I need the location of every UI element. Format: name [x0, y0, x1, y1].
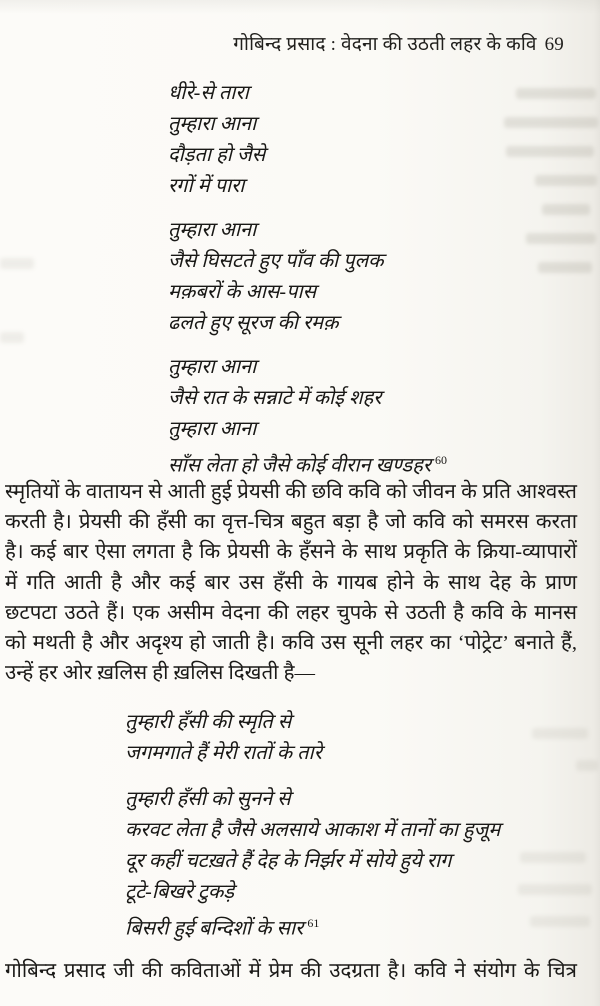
bleed-through-smudge	[0, 332, 24, 343]
paragraph-1	[5, 477, 577, 688]
footnote-reference: 61	[307, 916, 320, 930]
bleed-through-smudge	[504, 117, 598, 128]
bleed-through-smudge	[576, 760, 598, 771]
poem-line: तुम्हारा आना	[168, 356, 257, 378]
prose-line: है। कई बार ऐसा लगता है कि प्रेयसी के हँसने के साथ प्रकृति के क्रिया-व्यापारों	[5, 541, 577, 564]
prose-line: उन्हें हर ओर ख़लिस ही ख़लिस दिखती है—	[5, 662, 315, 685]
page-number: 69	[544, 34, 564, 55]
prose-line: करती है। प्रेयसी की हँसी का वृत्त-चित्र बहुत बड़ा है जो कवि को समरस करता	[5, 511, 578, 534]
stanza-5	[125, 784, 500, 939]
poem-line: दूर कहीं चटख़ते हैं देह के निर्झर में सोये हुये राग	[125, 850, 452, 872]
bleed-through-smudge	[535, 175, 597, 186]
poem-line: धीरे-से तारा	[168, 82, 249, 104]
prose-line: में गति आती है और कई बार उस हँसी के गायब होने के साथ देह के प्राण	[5, 571, 577, 594]
poem-line: करवट लेता है जैसे अलसाये आकाश में तानों का हुजूम	[125, 819, 501, 841]
running-header	[233, 30, 564, 56]
poem-line: जैसे रात के सन्नाटे में कोई शहर	[168, 387, 382, 409]
poem-line: तुम्हारा आना	[168, 418, 257, 440]
stanza-4	[125, 707, 500, 769]
chapter-title: गोबिन्द प्रसाद : वेदना की उठती लहर के कवि	[233, 34, 537, 55]
stanza-3	[168, 352, 447, 476]
bleed-through-smudge	[538, 262, 592, 273]
prose-line: गोबिन्द प्रसाद जी की कविताओं में प्रेम की उदग्रता है। कवि ने संयोग के चित्र	[5, 960, 577, 982]
poem-line: तुम्हारा आना	[168, 113, 257, 135]
poem-line: ढलते हुए सूरज की रमक़	[168, 312, 339, 334]
bleed-through-smudge	[0, 258, 34, 269]
bleed-through-smudge	[532, 728, 588, 739]
bleed-through-smudge	[518, 884, 592, 895]
poem-line: साँस लेता हो जैसे कोई वीरान खण्डहर $^{60}$	[168, 453, 447, 477]
prose-line: को मथती है और अदृश्य हो जाती है। कवि उस सूनी लहर का ‘पोट्रेट’ बनाते हैं,	[5, 632, 577, 655]
poem-excerpt-1	[168, 78, 447, 489]
poem-line: जैसे घिसटते हुए पाँव की पुलक	[168, 250, 384, 272]
prose-line: स्मृतियों के वातायन से आती हुई प्रेयसी की छवि कवि को जीवन के प्रति आश्वस्त	[5, 481, 577, 503]
poem-line: मक़बरों के आस-पास	[168, 281, 317, 303]
stanza-1	[168, 78, 447, 202]
paragraph-2	[5, 956, 577, 986]
poem-line: रगों में पारा	[168, 175, 245, 197]
poem-line: तुम्हारी हँसी को सुनने से	[125, 788, 291, 810]
bleed-through-smudge	[542, 204, 590, 215]
bleed-through-smudge	[520, 852, 586, 863]
bleed-through-smudge	[530, 916, 590, 927]
poem-line: तुम्हारा आना	[168, 219, 257, 241]
bleed-through-smudge	[506, 146, 594, 157]
stanza-2	[168, 215, 447, 339]
poem-line: टूटे-बिखरे टुकड़े	[125, 881, 235, 903]
bleed-through-smudge	[526, 233, 596, 244]
poem-line: तुम्हारी हँसी की स्मृति से	[125, 711, 292, 733]
poem-excerpt-2	[125, 707, 500, 954]
poem-line: बिसरी हुई बन्दिशों के सार $^{61}$	[125, 916, 320, 940]
bleed-through-smudge	[516, 88, 596, 99]
poem-line: दौड़ता हो जैसे	[168, 144, 266, 166]
poem-line: जगमगाते हैं मेरी रातों के तारे	[125, 742, 322, 764]
footnote-reference: 60	[435, 453, 447, 467]
prose-line: छटपटा उठते हैं। एक असीम वेदना की लहर चुपके से उठती है कवि के मानस	[5, 601, 577, 624]
